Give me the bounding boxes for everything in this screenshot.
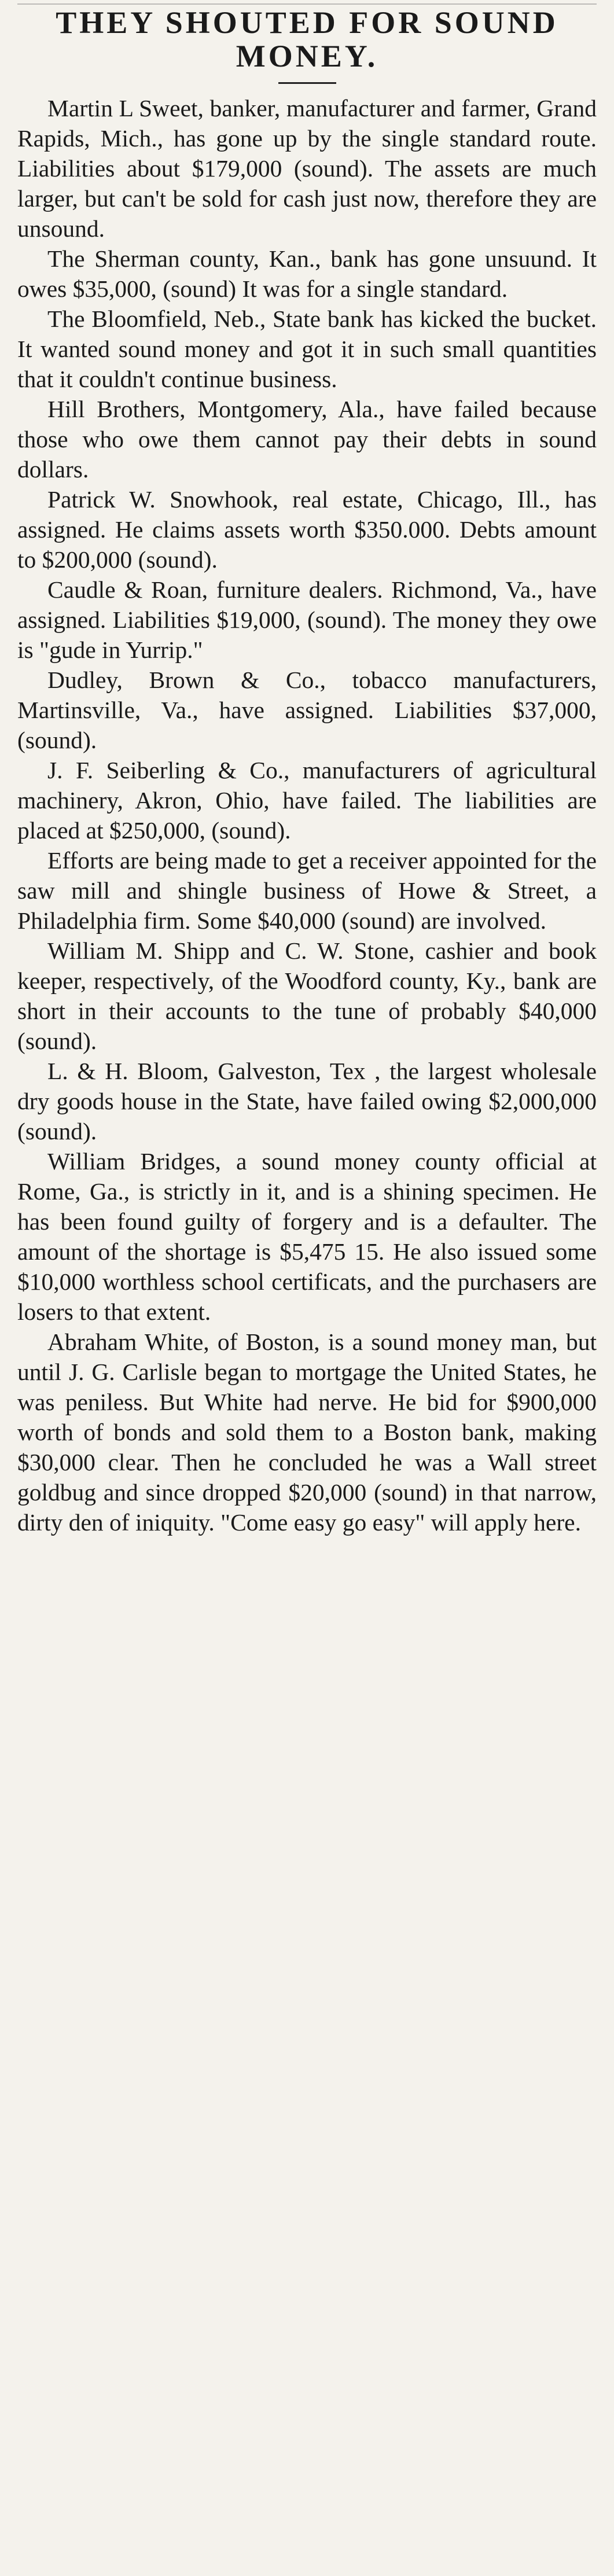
paragraph-caudle-roan: Caudle & Roan, furniture dealers. Richmond, Va., have assigned. Liabilities $19,000, (sound). The money they owe is "gude in Yurrip." (17, 576, 597, 663)
paragraph-snowhook: Patrick W. Snowhook, real estate, Chicago, Ill., has assigned. He claims assets worth $350.000. Debts amount to $200,000 (sound). (17, 486, 597, 573)
headline-divider (278, 82, 336, 84)
headline-line-2: MONEY. (236, 39, 378, 73)
paragraph-howe-street: Efforts are being made to get a receiver appointed for the saw mill and shingle business of Howe & Street, a Philadelphia firm. Some $40,000 (sound) are involved. (17, 847, 597, 934)
paragraph-sherman-county: The Sherman county, Kan., bank has gone unsuund. It owes $35,000, (sound) It was for a single standard. (17, 245, 597, 302)
paragraph-bloomfield: The Bloomfield, Neb., State bank has kicked the bucket. It wanted sound money and got it in such small quantities that it couldn't continue business. (17, 306, 597, 392)
top-rule (17, 0, 597, 5)
headline (17, 6, 597, 73)
paragraph-bloom: L. & H. Bloom, Galveston, Tex , the largest wholesale dry goods house in the State, have failed owing $2,000,000 (sound). (17, 1058, 597, 1145)
article-body (17, 93, 597, 1537)
paragraph-white: Abraham White, of Boston, is a sound money man, but until J. G. Carlisle began to mortgage the United States, he was peniless. But White had nerve. He bid for $900,000 worth of bonds and sold them to a Boston bank, making $30,000 clear. Then he concluded he was a Wall street goldbug and since dropped $20,000 (sound) in that narrow, dirty den of iniquity. "Come easy go easy" will apply here. (17, 1329, 597, 1536)
paragraph-shipp-stone: William M. Shipp and C. W. Stone, cashier and book keeper, respectively, of the Woodford county, Ky., bank are short in their accounts to the tune of probably $40,000 (sound). (17, 937, 597, 1054)
paragraph-sweet: Martin L Sweet, banker, manufacturer and farmer, Grand Rapids, Mich., has gone up by the single standard route. Liabilities about $179,000 (sound). The assets are much larger, but can't be sold for cash just now, therefore they are unsound. (17, 95, 597, 242)
headline-line-1: THEY SHOUTED FOR SOUND (56, 5, 558, 40)
paragraph-bridges: William Bridges, a sound money county official at Rome, Ga., is strictly in it, and is a shining specimen. He has been found guilty of forgery and is a defaulter. The amount of the shortage is $5,475 15. He also issued some $10,000 worthless school certificats, and the purchasers are losers to that extent. (17, 1148, 597, 1325)
paragraph-dudley-brown: Dudley, Brown & Co., tobacco manufacturers, Martinsville, Va., have assigned. Liabilities $37,000, (sound). (17, 667, 597, 753)
paragraph-hill-brothers: Hill Brothers, Montgomery, Ala., have failed because those who owe them cannot pay their debts in sound dollars. (17, 396, 597, 483)
paragraph-seiberling: J. F. Seiberling & Co., manufacturers of agricultural machinery, Akron, Ohio, have failed. The liabilities are placed at $250,000, (sound). (17, 757, 597, 844)
